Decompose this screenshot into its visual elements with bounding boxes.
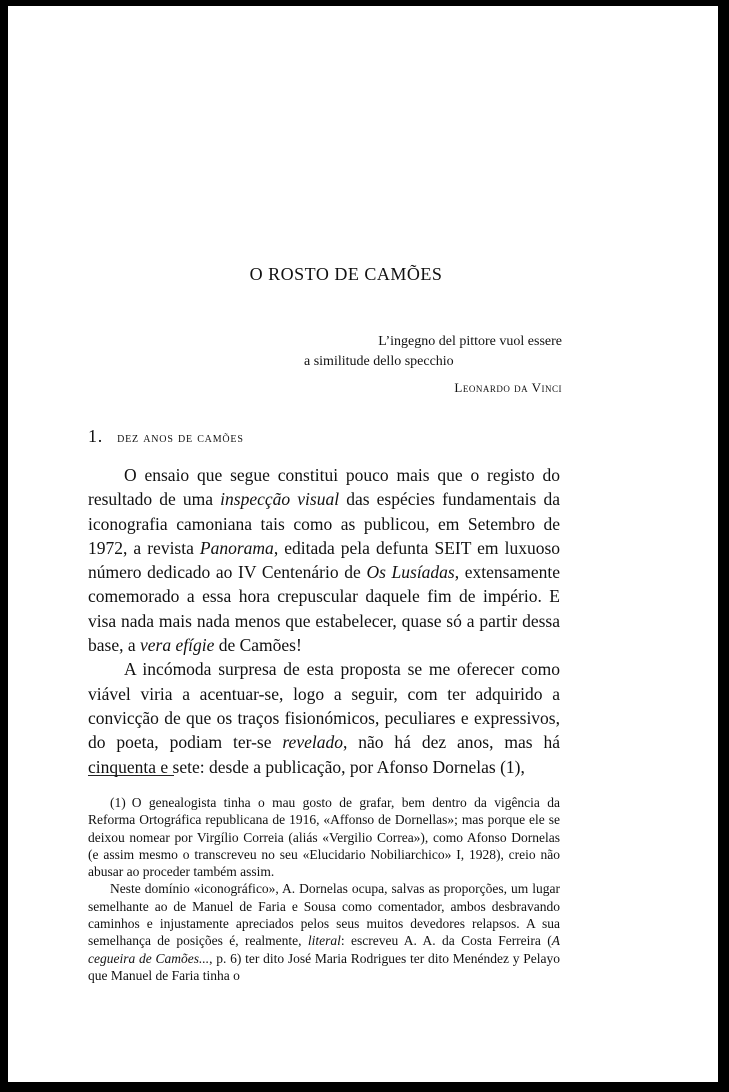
section-number: 1. [88, 426, 104, 446]
section-heading [88, 426, 244, 447]
epigraph-line-1: L’ingegno del pittore vuol essere [378, 334, 562, 349]
epigraph-line-2: a similitude dello specchio [304, 354, 454, 369]
italic-run: literal [307, 933, 341, 949]
italic-run: Os Lusíadas [366, 562, 455, 583]
document-page [8, 6, 718, 1082]
text-run: A incómoda surpresa de esta proposta se me oferecer como viável viria a acentuar-se, logo a seguir, com ter adquirido a convicção de que os traços fisionómicos, peculiares e expressivos, do poeta, podiam ter-se [88, 659, 560, 753]
footnotes [88, 794, 560, 984]
footnote-1 [88, 794, 560, 880]
text-run: O ensaio que segue constitui pouco mais que o registo do resultado de uma [88, 465, 560, 510]
text-run: de Camões! [214, 635, 302, 656]
text-run: , extensamente comemorado a essa hora crepuscular daquele fim de império. E visa nada mais nada menos que estabelecer, quase só a partir dessa base, a [88, 562, 560, 656]
text-run: , editada pela defunta SEIT em luxuoso número dedicado ao IV Centenário de [88, 537, 560, 583]
text-run: O genealogista tinha o mau gosto de grafar, bem dentro da vigência da Reforma Ortográfica republicana de 1916, «Affonso de Dornellas»; mas porque ele se deixou nomear por Virgílio Correia (aliás «Vergilio Correa»), como Afonso Dornelas (e assim mesmo o transcreveu no seu «Elucidario Nobiliarchico» I, 1928), creio não abusar ao proceder também assim. [88, 795, 560, 880]
section-title: dez anos de camões [117, 431, 244, 446]
epigraph [258, 332, 562, 398]
body-text [88, 463, 560, 779]
text-run: : escreveu A. A. da Costa Ferreira ( [340, 933, 552, 949]
italic-run: vera efígie [140, 635, 215, 656]
italic-run: inspecção visual [220, 489, 340, 510]
text-run: das espécies fundamentais da iconografia camoniana tais como as publicou, em Setembro de 1972, a revista [88, 489, 560, 558]
footnote-divider [88, 775, 174, 776]
paragraph-2 [88, 657, 560, 778]
text-run: , não há dez anos, mas há cinquenta e sete: desde a publicação, por Afonso Dornelas (1), [88, 732, 560, 777]
paragraph-1 [88, 463, 560, 657]
italic-run: Panorama [199, 537, 274, 558]
italic-run: A cegueira de Camões... [88, 933, 561, 966]
footnote-marker: (1) [110, 795, 126, 810]
text-run: , p. 6) ter dito José Maria Rodrigues ter dito Menéndez y Pelayo que Manuel de Faria tinha o [88, 950, 560, 983]
chapter-title: O ROSTO DE CAMÕES [249, 264, 443, 284]
italic-run: revelado [282, 732, 343, 753]
text-run: Neste domínio «iconográfico», A. Dornelas ocupa, salvas as proporções, um lugar semelhante ao de Manuel de Faria e Sousa como comentador, ambos desbravando caminhos e injustamente apreciados pelos seus muitos devedores relapsos. A sua semelhança de posições é, realmente, [88, 881, 560, 949]
footnote-2 [88, 880, 560, 984]
epigraph-author: Leonardo da Vinci [454, 380, 562, 395]
